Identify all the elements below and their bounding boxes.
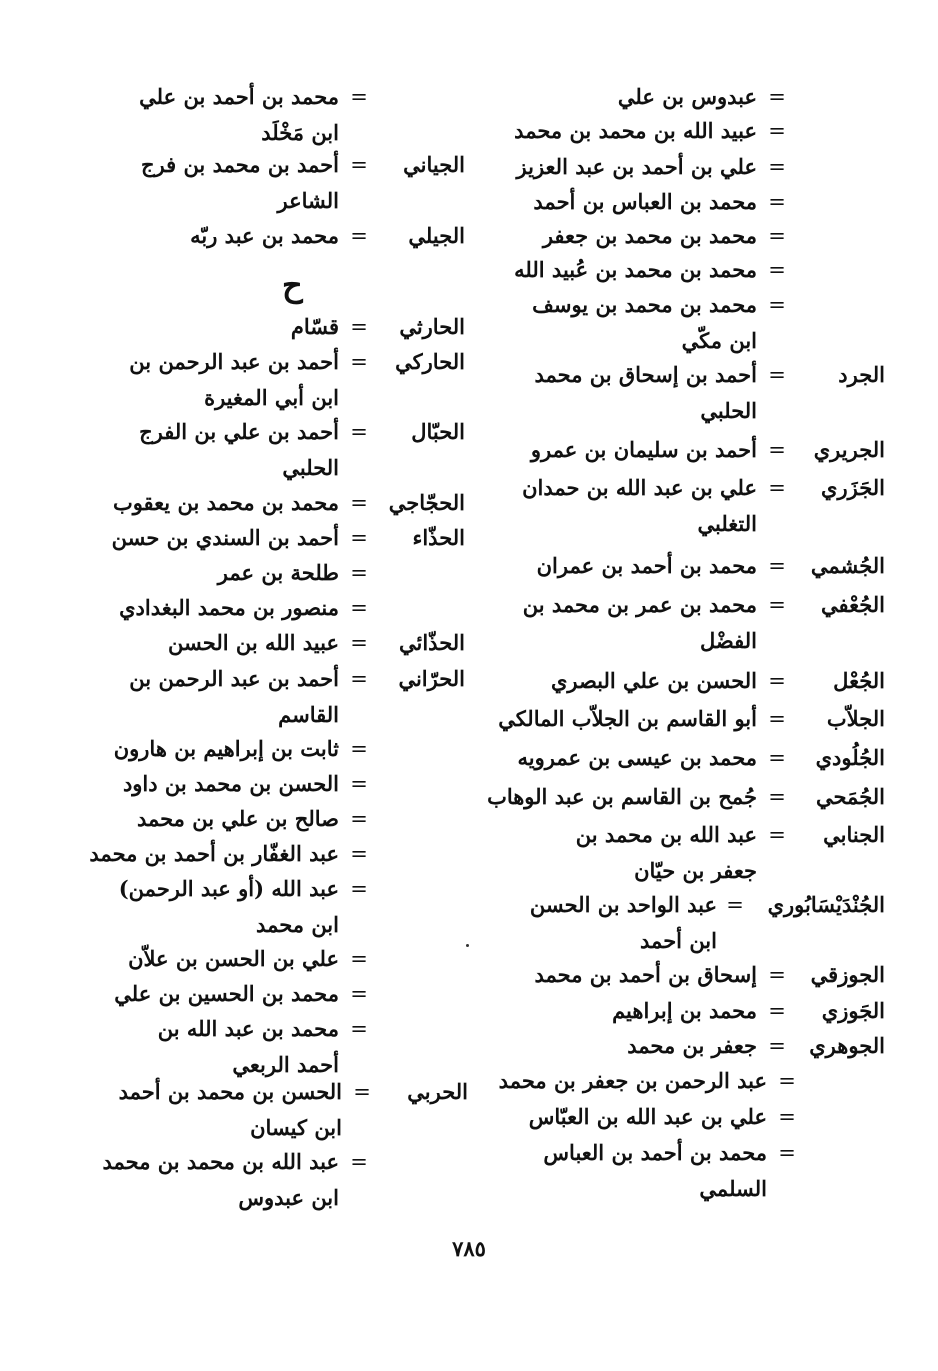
index-entry [105, 80, 465, 145]
equals-sign: = [768, 823, 786, 847]
nisba-label: الحذّاء [412, 525, 465, 550]
equals-sign: = [350, 982, 368, 1006]
nisba-label: الجرد [838, 362, 885, 387]
equals-sign: = [350, 877, 368, 901]
entry-continuation: الحلبي [700, 398, 757, 423]
equals-sign: = [768, 554, 786, 578]
index-entry [465, 741, 885, 775]
nisba-label: الحرّاني [398, 666, 465, 691]
index-entry [105, 1012, 465, 1077]
equals-sign: = [778, 1069, 796, 1093]
entry-name: محمد بن الحسين بن علي [114, 981, 339, 1006]
index-entry [465, 253, 885, 287]
nisba-label: الحبّال [411, 419, 465, 444]
entry-name: محمد بن عبد الله بن [157, 1016, 339, 1041]
entry-name: محمد بن عيسى بن عمرويه [517, 745, 757, 770]
index-entry [102, 1145, 465, 1210]
entry-continuation: ابن كيسان [250, 1115, 342, 1140]
entry-continuation: السلمي [699, 1176, 767, 1201]
nisba-label: الحجّاجي [388, 490, 465, 515]
index-entry [465, 702, 885, 736]
entry-name: عبدوس بن علي [617, 84, 757, 109]
entry-continuation: القاسم [278, 702, 339, 727]
nisba-label: الجيلي [408, 223, 465, 248]
index-entry [105, 486, 465, 520]
index-entry [465, 358, 885, 423]
entry-name: الحسن بن محمد بن أحمد [118, 1079, 342, 1104]
index-entry [465, 114, 885, 148]
equals-sign: = [350, 737, 368, 761]
equals-sign: = [350, 772, 368, 796]
equals-sign: = [768, 119, 786, 143]
entry-name: إسحاق بن أحمد بن محمد [534, 962, 757, 987]
nisba-label: الجُمَحي [816, 784, 885, 809]
nisba-label: الجلاّب [826, 706, 885, 731]
equals-sign: = [350, 667, 368, 691]
equals-sign: = [350, 842, 368, 866]
entry-name: محمد بن محمد بن جعفر [542, 223, 757, 248]
index-entry [105, 872, 465, 937]
equals-sign: = [350, 224, 368, 248]
index-entry [105, 219, 465, 253]
entry-name: محمد بن أحمد بن العباس [543, 1140, 767, 1165]
equals-sign: = [768, 963, 786, 987]
entry-name: عبيد الله بن الحسن [168, 630, 339, 655]
index-entry [105, 732, 465, 766]
nisba-label: الجَوزي [821, 998, 885, 1023]
nisba-label: الجريري [813, 437, 885, 462]
index-entry [465, 780, 885, 814]
entry-name: أحمد بن سليمان بن عمرو [530, 437, 757, 462]
equals-sign: = [768, 190, 786, 214]
entry-continuation: ابن محمد [256, 912, 339, 937]
entry-name: ثابت بن إبراهيم بن هارون [113, 736, 339, 761]
index-entry [465, 994, 885, 1028]
equals-sign: = [768, 85, 786, 109]
entry-name: علي بن أحمد بن عبد العزيز [516, 154, 757, 179]
entry-name: محمد بن عبد ربّه [190, 223, 339, 248]
nisba-label: الجوهري [809, 1033, 885, 1058]
index-entry [105, 345, 465, 410]
entry-name: أحمد بن علي بن الفرج [139, 419, 339, 444]
nisba-label: الحارثي [399, 314, 465, 339]
entry-name: عبد الله بن محمد بن محمد [102, 1149, 339, 1174]
entry-name: محمد بن إبراهيم [612, 998, 757, 1023]
entry-name: محمد بن محمد بن يعقوب [112, 490, 339, 515]
equals-sign: = [350, 315, 368, 339]
equals-sign: = [768, 707, 786, 731]
equals-sign: = [350, 491, 368, 515]
equals-sign: = [768, 669, 786, 693]
entry-name: عبد الغفّار بن أحمد بن محمد [89, 841, 339, 866]
entry-name: قسّام [290, 314, 339, 339]
entry-name: طلحة بن عمر [217, 560, 339, 585]
nisba-label: الحربي [407, 1079, 468, 1104]
equals-sign: = [350, 85, 368, 109]
index-entry [465, 471, 885, 536]
entry-name: أبو القاسم بن الجلاّب المالكي [498, 706, 757, 731]
entry-continuation: ابن مكّي [681, 328, 757, 353]
index-entry [465, 818, 885, 883]
entry-name: محمد بن العباس بن أحمد [533, 189, 757, 214]
equals-sign: = [778, 1105, 796, 1129]
entry-continuation: الفضْل [700, 628, 757, 653]
index-entry [465, 433, 885, 467]
equals-sign: = [726, 893, 744, 917]
entry-continuation: ابن عبدوس [238, 1185, 339, 1210]
entry-name: علي بن عبد الله بن العبّاس [528, 1104, 767, 1129]
entry-name: الحسن بن علي البصري [550, 668, 757, 693]
nisba-label: الجياني [403, 152, 465, 177]
nisba-label: الجوزقي [810, 962, 885, 987]
nisba-label: الجُلُودي [815, 745, 885, 770]
equals-sign: = [350, 807, 368, 831]
equals-sign: = [350, 350, 368, 374]
entry-name: عبيد الله بن محمد بن محمد [514, 118, 757, 143]
entry-name: عبد الرحمن بن جعفر بن محمد [498, 1068, 767, 1093]
equals-sign: = [350, 947, 368, 971]
equals-sign: = [768, 1034, 786, 1058]
index-entry [105, 521, 465, 555]
equals-sign: = [768, 363, 786, 387]
entry-name: أحمد بن إسحاق بن محمد [534, 362, 757, 387]
entry-continuation: ابن أبي المغيرة [204, 385, 339, 410]
index-entry [465, 1136, 885, 1201]
index-entry [465, 888, 885, 953]
entry-continuation: الحلبي [282, 455, 339, 480]
index-entry [105, 556, 465, 590]
page-number: ٧٨٥ [452, 1236, 486, 1261]
equals-sign: = [768, 155, 786, 179]
index-entry [465, 150, 885, 184]
equals-sign: = [768, 293, 786, 317]
entry-continuation: ابن أحمد [640, 928, 717, 953]
entry-name: عبد الله بن محمد بن [575, 822, 757, 847]
equals-sign: = [350, 631, 368, 655]
nisba-label: الجُنْدَيْسَابُوري [767, 892, 885, 917]
entry-name: علي بن عبد الله بن حمدان [522, 475, 757, 500]
scan-speck [466, 944, 469, 947]
index-entry [89, 837, 465, 871]
entry-name: محمد بن أحمد بن عمران [536, 553, 757, 578]
equals-sign: = [768, 438, 786, 462]
entry-name: علي بن الحسن بن علاّن [128, 946, 339, 971]
index-entry [465, 80, 885, 114]
equals-sign: = [768, 258, 786, 282]
entry-continuation: أحمد الربعي [232, 1052, 339, 1077]
index-entry [105, 662, 465, 727]
equals-sign: = [768, 999, 786, 1023]
entry-name: عبد الواحد بن الحسن [529, 892, 717, 917]
index-entry [465, 1064, 885, 1098]
equals-sign: = [350, 1150, 368, 1174]
equals-sign: = [778, 1141, 796, 1165]
index-entry [105, 148, 465, 213]
index-entry [105, 942, 465, 976]
entry-name: أحمد بن محمد بن فرج [140, 152, 339, 177]
index-entry [465, 549, 885, 583]
entry-name: أحمد بن عبد الرحمن بن [129, 349, 339, 374]
entry-name: محمد بن عمر بن محمد بن [522, 592, 757, 617]
index-entry [105, 977, 465, 1011]
nisba-label: الحاركي [395, 349, 465, 374]
equals-sign: = [350, 526, 368, 550]
nisba-label: الحذّائي [399, 630, 465, 655]
index-entry [465, 288, 885, 353]
entry-name: منصور بن محمد البغدادي [119, 595, 339, 620]
index-entry [465, 185, 885, 219]
entry-name: أحمد بن عبد الرحمن بن [129, 666, 339, 691]
index-entry [465, 588, 885, 653]
index-entry [105, 626, 465, 660]
index-entry [105, 415, 465, 480]
index-entry [108, 1075, 468, 1140]
entry-name: أحمد بن السندي بن حسن [111, 525, 339, 550]
nisba-label: الجنابي [823, 822, 885, 847]
equals-sign: = [350, 561, 368, 585]
entry-name: محمد بن محمد بن عُبيد الله [514, 257, 757, 282]
entry-name: الحسن بن محمد بن داود [122, 771, 339, 796]
entry-continuation: التغلبي [697, 511, 757, 536]
index-entry [105, 310, 465, 344]
entry-continuation: الشاعر [277, 188, 339, 213]
equals-sign: = [350, 1017, 368, 1041]
entry-name: جعفر بن محمد [627, 1033, 757, 1058]
equals-sign: = [768, 785, 786, 809]
entry-name: محمد بن محمد بن يوسف [532, 292, 757, 317]
nisba-label: الجُعْل [833, 668, 885, 693]
equals-sign: = [768, 593, 786, 617]
equals-sign: = [768, 224, 786, 248]
entry-name: صالح بن علي بن محمد [136, 806, 339, 831]
index-entry [105, 591, 465, 625]
equals-sign: = [350, 420, 368, 444]
nisba-label: الجُعْفي [820, 592, 885, 617]
section-letter: ح [282, 266, 303, 304]
index-entry [105, 767, 465, 801]
equals-sign: = [350, 596, 368, 620]
nisba-label: الجُشمي [810, 553, 885, 578]
entry-continuation: جعفر بن حيّان [634, 858, 757, 883]
index-entry [465, 1029, 885, 1063]
nisba-label: الجَزَري [821, 475, 885, 500]
index-entry [465, 664, 885, 698]
index-entry [465, 1100, 885, 1134]
index-entry [105, 802, 465, 836]
equals-sign: = [353, 1080, 371, 1104]
index-entry [465, 219, 885, 253]
equals-sign: = [768, 746, 786, 770]
entry-continuation: ابن مَخْلَد [261, 120, 339, 145]
equals-sign: = [350, 153, 368, 177]
entry-name: محمد بن أحمد بن علي [139, 84, 339, 109]
entry-name: عبد الله (أو عبد الرحمن) [118, 876, 339, 901]
index-entry [465, 958, 885, 992]
entry-name: جُمح بن القاسم بن عبد الوهاب [487, 784, 757, 809]
equals-sign: = [768, 476, 786, 500]
